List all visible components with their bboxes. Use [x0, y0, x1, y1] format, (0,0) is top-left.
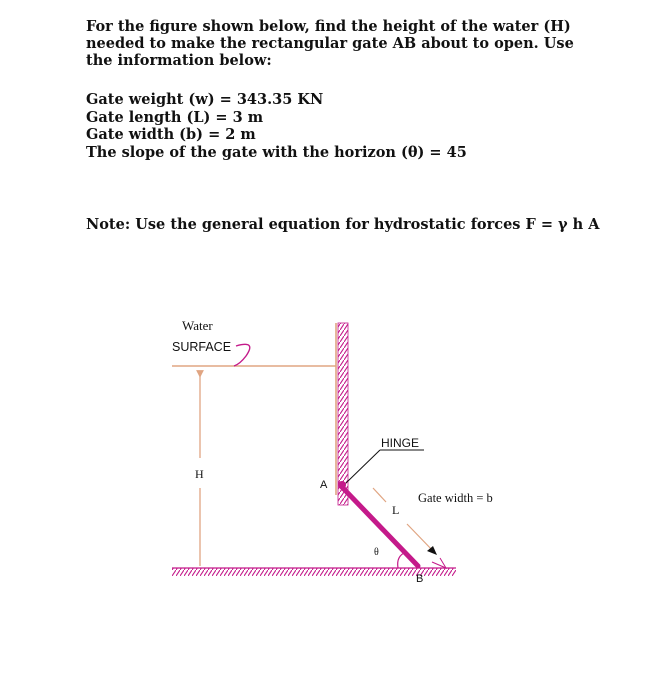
gate-width-label: Gate width = b	[418, 491, 493, 505]
length-label: L	[392, 503, 400, 517]
given-gate-length: Gate length (L) = 3 m	[86, 108, 264, 126]
hinge-leader	[346, 450, 380, 483]
surface-leader-curve	[234, 344, 250, 366]
length-dimension-upper	[373, 488, 386, 502]
gate-ab	[341, 486, 418, 566]
point-b-label: B	[416, 573, 424, 585]
given-gate-width: Gate width (b) = 2 m	[86, 126, 256, 143]
note-equation: Note: Use the general equation for hydrostatic forces F = γ h A	[86, 216, 600, 233]
wall-hatch	[338, 323, 348, 505]
surface-label: SURFACE	[172, 340, 232, 354]
angle-arc-tick	[432, 558, 446, 568]
hinge-label: HINGE	[381, 436, 420, 450]
height-label: H	[195, 467, 204, 481]
point-a-label: A	[320, 479, 328, 491]
angle-label: θ	[374, 547, 379, 558]
length-arrowhead	[427, 546, 437, 555]
given-gate-slope: The slope of the gate with the horizon (θ) = 45	[86, 143, 467, 161]
hinge-point-a	[338, 481, 346, 489]
problem-statement: For the figure shown below, find the height of the water (H) needed to make the rectangular gate AB about to open. Use the information below:	[86, 18, 574, 69]
ground-hatch	[172, 568, 456, 576]
given-gate-weight: Gate weight (w) = 343.35 KN	[86, 91, 324, 108]
water-label: Water	[182, 318, 213, 333]
